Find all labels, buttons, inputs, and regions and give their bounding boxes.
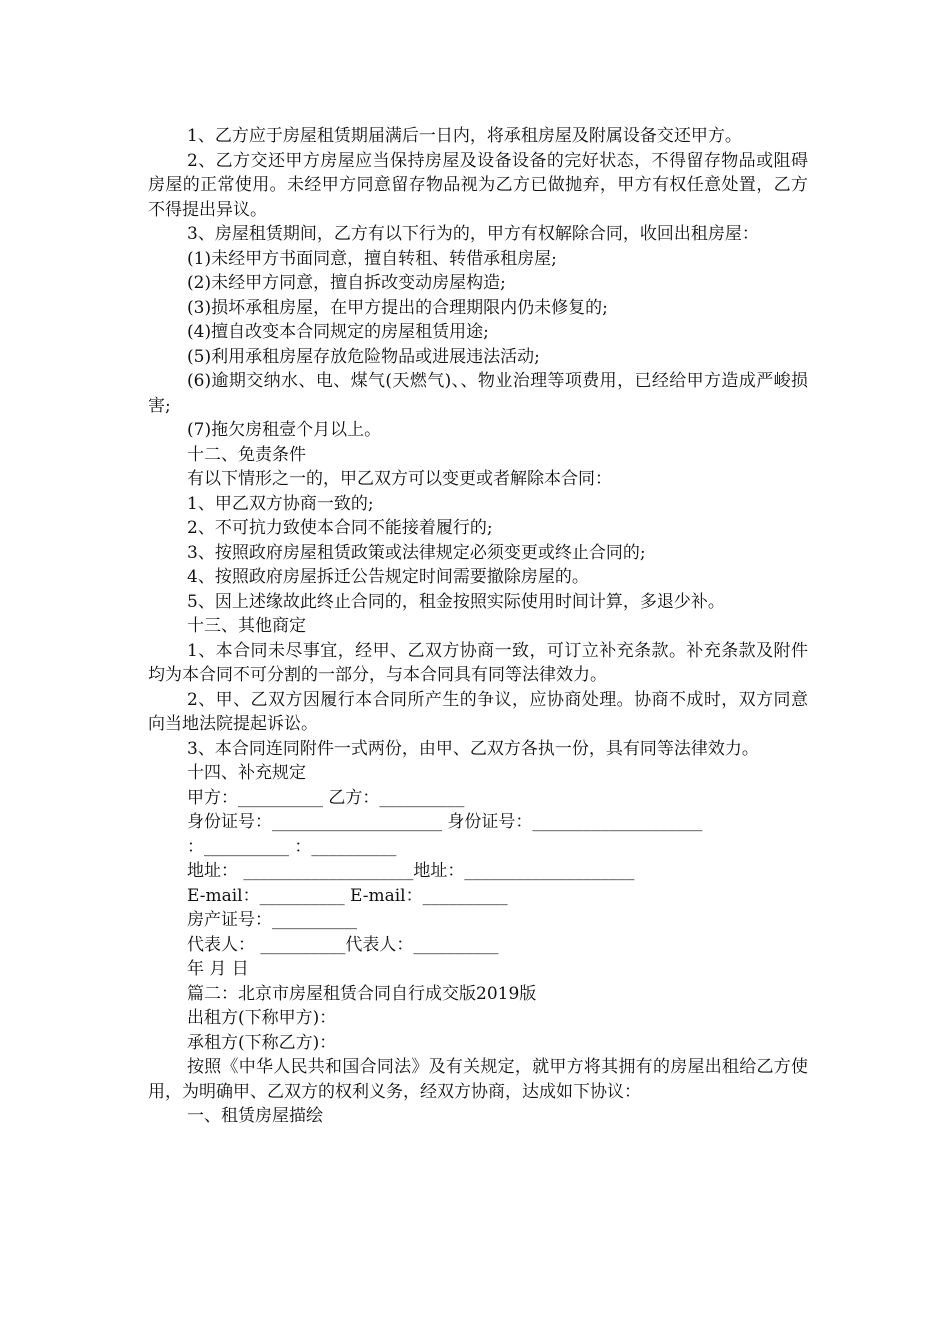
section-heading: 十四、补充规定 [187,763,306,783]
paragraph: (6)逾期交纳水、电、煤气(天燃气)、、物业治理等项费用，已经给甲方造成严峻损害; [148,371,808,416]
paragraph: 5、因上述缘故此终止合同的，租金按照实际使用时间计算，多退少补。 [187,591,725,612]
paragraph: 2、甲、乙双方因履行本合同所产生的争议，应协商处理。协商不成时，双方同意向当地法院提起诉讼。 [148,689,808,734]
paragraph: (1)未经甲方书面同意，擅自转租、转借承租房屋; [187,248,557,269]
paragraph: 出租方(下称甲方)： [187,1008,337,1028]
paragraph: 3、房屋租赁期间，乙方有以下行为的，甲方有权解除合同，收回出租房屋： [187,224,759,244]
paragraph: 2、不可抗力致使本合同不能接着履行的; [187,518,493,538]
signature-line: E-mail：__________ E-mail：__________ [187,885,508,906]
paragraph: 承租方(下称乙方)： [187,1032,337,1053]
paragraph: (4)擅自改变本合同规定的房屋租赁用途; [187,322,489,342]
signature-line: 甲方：__________ 乙方：__________ [187,787,465,808]
paragraph: (3)损坏承租房屋，在甲方提出的合理期限内仍未修复的; [187,297,608,318]
paragraph: 按照《中华人民共和国合同法》及有关规定，就甲方将其拥有的房屋出租给乙方使用，为明确甲、乙双方的权利义务，经双方协商，达成如下协议： [148,1057,808,1102]
section-heading: 一、租赁房屋描绘 [187,1106,323,1126]
signature-line: 房产证号：__________ [187,910,357,930]
paragraph: 1、本合同未尽事宜，经甲、乙双方协商一致，可订立补充条款。补充条款及附件均为本合同不可分割的一部分，与本合同具有同等法律效力。 [148,640,808,685]
document-body [148,124,808,1129]
paragraph: 1、甲乙双方协商一致的; [187,493,374,514]
signature-line: 代表人： __________代表人：__________ [187,934,499,955]
paragraph: 1、乙方应于房屋租赁期届满后一日内，将承租房屋及附属设备交还甲方。 [187,126,742,146]
paragraph: 有以下情形之一的，甲乙双方可以变更或者解除本合同： [187,469,612,489]
paragraph: (2)未经甲方同意，擅自拆改变动房屋构造; [187,273,506,293]
paragraph: (5)利用承租房屋存放危险物品或进展违法活动; [187,346,540,367]
signature-line: 地址： ____________________地址：____________________ [187,861,635,881]
paragraph: 3、按照政府房屋租赁政策或法律规定必须变更或终止合同的; [187,542,646,563]
section-heading: 十二、免责条件 [187,444,306,465]
section-heading: 十三、其他商定 [187,616,306,636]
paragraph: 3、本合同连同附件一式两份，由甲、乙双方各执一份，具有同等法律效力。 [187,738,759,759]
signature-line: ：__________ ：__________ [187,836,397,857]
paragraph: (7)拖欠房租壹个月以上。 [187,420,382,440]
date-line: 年 月 日 [187,959,249,979]
signature-line: 身份证号：____________________ 身份证号：____________________ [187,812,703,832]
section-heading: 篇二：北京市房屋租赁合同自行成交版2019版 [187,983,537,1004]
paragraph: 4、按照政府房屋拆迁公告规定时间需要撤除房屋的。 [187,567,589,587]
paragraph: 2、乙方交还甲方房屋应当保持房屋及设备设备的完好状态，不得留存物品或阻碍房屋的正常使用。未经甲方同意留存物品视为乙方已做抛弃，甲方有权任意处置，乙方不得提出异议。 [148,150,808,220]
